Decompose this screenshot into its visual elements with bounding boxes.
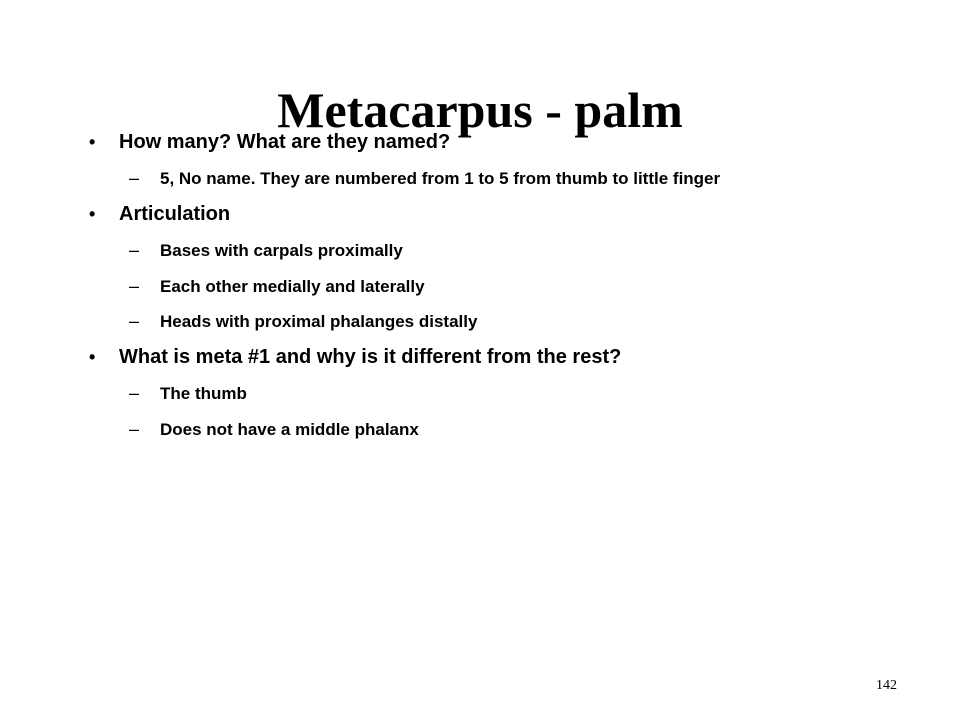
sub-bullet-item [129,419,419,440]
sub-bullet-text: Does not have a middle phalanx [160,420,419,439]
dash-icon: – [129,419,140,439]
slide-title: Metacarpus - palm [277,82,683,138]
sub-bullet-item [129,311,477,332]
sub-bullet-item [129,383,247,404]
sub-bullet-text: Each other medially and laterally [160,277,425,296]
bullet-icon: • [89,204,96,224]
sub-bullet-item [129,168,720,189]
dash-icon: – [129,240,140,260]
bullet-text: Articulation [119,203,231,225]
bullet-item [89,203,230,226]
sub-bullet-text: Heads with proximal phalanges distally [160,312,478,331]
sub-bullet-item [129,276,425,297]
dash-icon: – [129,168,140,188]
dash-icon: – [129,276,140,296]
bullet-text: What is meta #1 and why is it different from the rest? [119,346,622,368]
bullet-icon: • [89,132,96,152]
bullet-text: How many? What are they named? [119,131,451,153]
dash-icon: – [129,383,140,403]
bullet-item [89,131,450,154]
bullet-icon: • [89,347,96,367]
sub-bullet-text: Bases with carpals proximally [160,241,403,260]
page-number: 142 [876,678,897,693]
sub-bullet-text: The thumb [160,384,247,403]
sub-bullet-text: 5, No name. They are numbered from 1 to 5 from thumb to little finger [160,169,721,188]
sub-bullet-item [129,240,403,261]
dash-icon: – [129,311,140,331]
bullet-item [89,346,621,369]
